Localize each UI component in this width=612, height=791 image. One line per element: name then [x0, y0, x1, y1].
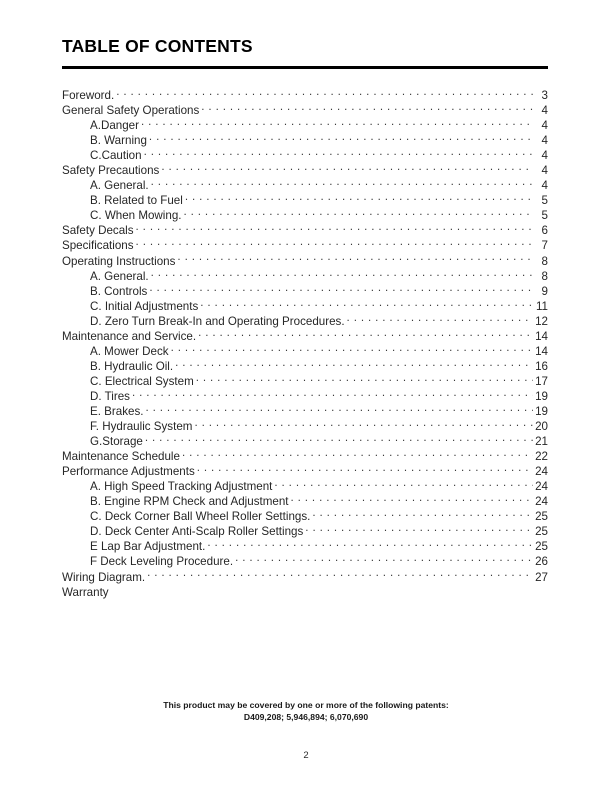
toc-entry-page-number: 26 — [535, 555, 548, 569]
toc-entry-page-number: 11 — [535, 299, 548, 313]
toc-dot-leader — [198, 329, 533, 340]
toc-entry-page-number: 4 — [541, 164, 548, 178]
toc-dot-leader — [235, 554, 533, 565]
toc-entry-page-number: 6 — [541, 224, 548, 238]
toc-entry-label: Operating Instructions — [62, 254, 176, 268]
toc-entry-page-number: 24 — [535, 495, 548, 509]
toc-entry-page-number: 4 — [541, 134, 548, 148]
toc-entry-label: D. Deck Center Anti-Scalp Roller Settings — [90, 525, 304, 539]
title-divider — [62, 66, 548, 69]
toc-dot-leader — [197, 464, 533, 475]
toc-dot-leader — [141, 118, 533, 129]
toc-entry-page-number: 5 — [541, 209, 548, 223]
toc-entry[interactable] — [62, 223, 548, 238]
toc-dot-leader — [177, 254, 533, 265]
toc-entry[interactable] — [62, 254, 548, 269]
toc-entry-label: G.Storage — [90, 435, 143, 449]
toc-entry-label: C. Deck Corner Ball Wheel Roller Settings. — [90, 510, 311, 524]
toc-dot-leader — [196, 374, 533, 385]
toc-dot-leader — [147, 570, 533, 581]
toc-entry[interactable] — [62, 539, 548, 554]
toc-entry-page-number: 25 — [535, 510, 548, 524]
toc-entry-page-number: 20 — [535, 420, 548, 434]
toc-entry[interactable] — [62, 88, 548, 103]
toc-entry[interactable] — [62, 524, 548, 539]
toc-dot-leader — [274, 479, 533, 490]
toc-dot-leader — [182, 449, 533, 460]
toc-entry[interactable] — [62, 464, 548, 479]
toc-entry[interactable] — [62, 284, 548, 299]
toc-entry-page-number: 14 — [535, 329, 548, 343]
toc-dot-leader — [175, 359, 533, 370]
toc-entry-label: E. Brakes. — [90, 404, 144, 418]
toc-dot-leader — [151, 178, 533, 189]
toc-dot-leader — [149, 133, 533, 144]
toc-entry[interactable] — [62, 269, 548, 284]
page-number: 2 — [303, 750, 309, 761]
toc-entry-page-number: 12 — [535, 314, 548, 328]
toc-entry-page-number: 7 — [541, 239, 548, 253]
toc-entry[interactable] — [62, 449, 548, 464]
toc-entry-label: C.Caution — [90, 149, 142, 163]
toc-entry[interactable] — [62, 479, 548, 494]
toc-dot-leader — [145, 434, 533, 445]
toc-entry-label: D. Zero Turn Break-In and Operating Procedures. — [90, 314, 345, 328]
toc-dot-leader — [207, 539, 533, 550]
toc-dot-leader — [347, 314, 533, 325]
toc-dot-leader — [136, 238, 533, 249]
toc-entry[interactable] — [62, 118, 548, 133]
toc-entry[interactable] — [62, 434, 548, 449]
toc-entry-page-number: 4 — [541, 179, 548, 193]
toc-entry-page-number: 4 — [541, 149, 548, 163]
toc-dot-leader — [161, 163, 533, 174]
toc-entry-page-number: 24 — [535, 465, 548, 479]
toc-entry-label: General Safety Operations — [62, 104, 200, 118]
toc-entry-label: A. Mower Deck — [90, 344, 169, 358]
toc-dot-leader — [312, 509, 533, 520]
toc-entry-label: Performance Adjustments — [62, 465, 195, 479]
toc-entry[interactable] — [62, 554, 548, 569]
toc-entry-label: C. Electrical System — [90, 374, 194, 388]
toc-entry-label: Wiring Diagram. — [62, 570, 146, 584]
toc-entry-label: F. Hydraulic System — [90, 420, 193, 434]
toc-dot-leader — [305, 524, 533, 535]
patent-notice-line-1: This product may be covered by one or more of the following patents: — [163, 700, 449, 710]
toc-dot-leader — [145, 404, 533, 415]
toc-entry-page-number: 3 — [541, 89, 548, 102]
toc-entry[interactable] — [62, 163, 548, 178]
toc-entry[interactable] — [62, 389, 548, 404]
toc-entry-page-number: 27 — [535, 570, 548, 584]
toc-dot-leader — [194, 419, 533, 430]
toc-entry-page-number: 4 — [541, 119, 548, 133]
toc-dot-leader — [184, 208, 534, 219]
toc-entry[interactable] — [62, 329, 548, 344]
toc-entry-label: F Deck Leveling Procedure. — [90, 555, 234, 569]
toc-entry-page-number: 9 — [541, 284, 548, 298]
toc-entry-page-number: 16 — [535, 359, 548, 373]
toc-dot-leader — [116, 88, 533, 99]
toc-entry-page-number: 8 — [541, 269, 548, 283]
page-title: TABLE OF CONTENTS — [62, 36, 253, 56]
toc-dot-leader — [291, 494, 534, 505]
toc-entry-label: Maintenance Schedule — [62, 450, 180, 464]
toc-entry-page-number: 8 — [541, 254, 548, 268]
toc-entry-label: A. High Speed Tracking Adjustment — [90, 480, 273, 494]
toc-entry[interactable] — [62, 208, 548, 223]
toc-entry[interactable] — [62, 585, 548, 600]
toc-entry-page-number: 4 — [541, 104, 548, 118]
toc-entry[interactable] — [62, 193, 548, 208]
toc-entry-page-number: 24 — [535, 480, 548, 494]
toc-entry[interactable] — [62, 494, 548, 509]
toc-entry-label: B. Related to Fuel — [90, 194, 183, 208]
toc-entry[interactable] — [62, 570, 548, 585]
toc-entry-label: A.Danger — [90, 119, 139, 133]
toc-entry[interactable] — [62, 404, 548, 419]
toc-entry-label: A. General. — [90, 269, 149, 283]
toc-entry-label: B. Engine RPM Check and Adjustment — [90, 495, 289, 509]
toc-dot-leader — [151, 269, 533, 280]
toc-entry[interactable] — [62, 148, 548, 163]
toc-entry-page-number: 25 — [535, 525, 548, 539]
toc-entry-page-number: 19 — [535, 389, 548, 403]
toc-entry-page-number: 25 — [535, 540, 548, 554]
toc-dot-leader — [201, 103, 533, 114]
toc-entry-label: B. Hydraulic Oil. — [90, 359, 174, 373]
toc-entry-label: Safety Decals — [62, 224, 134, 238]
toc-entry[interactable] — [62, 419, 548, 434]
patent-notice-line-2: D409,208; 5,946,894; 6,070,690 — [243, 711, 369, 722]
toc-entry-label: Foreword. — [62, 89, 115, 102]
toc-dot-leader — [171, 344, 533, 355]
toc-entry[interactable] — [62, 359, 548, 374]
toc-entry[interactable] — [62, 103, 548, 118]
toc-entry[interactable] — [62, 299, 548, 314]
toc-entry-page-number: 14 — [535, 344, 548, 358]
toc-dot-leader — [149, 284, 533, 295]
toc-entry-label: C. Initial Adjustments — [90, 299, 199, 313]
toc-dot-leader — [132, 389, 533, 400]
toc-entry-page-number: 17 — [535, 374, 548, 388]
toc-entry-page-number: 22 — [535, 450, 548, 464]
toc-dot-leader — [200, 299, 533, 310]
toc-dot-leader — [185, 193, 533, 204]
toc-entry-page-number: 21 — [535, 435, 548, 449]
toc-entry-label: C. When Mowing. — [90, 209, 182, 223]
toc-entry-label: Maintenance and Service. — [62, 329, 197, 343]
toc-entry[interactable] — [62, 238, 548, 253]
patent-notice — [0, 700, 612, 723]
toc-entry-label: B. Controls — [90, 284, 148, 298]
toc-dot-leader — [136, 223, 533, 234]
toc-entry-page-number: 19 — [535, 404, 548, 418]
toc-entry-label: Specifications — [62, 239, 134, 253]
toc-entry[interactable] — [62, 344, 548, 359]
toc-entry-label: B. Warning — [90, 134, 147, 148]
toc-entry-label: Safety Precautions — [62, 164, 160, 178]
toc-entry[interactable] — [62, 178, 548, 193]
table-of-contents-list — [62, 88, 548, 600]
toc-entry[interactable] — [62, 374, 548, 389]
toc-dot-leader — [144, 148, 533, 159]
toc-entry-label: Warranty — [62, 585, 109, 599]
toc-entry-label: D. Tires — [90, 389, 130, 403]
toc-entry-page-number: 5 — [541, 194, 548, 208]
toc-entry[interactable] — [62, 133, 548, 148]
toc-entry-label: E Lap Bar Adjustment. — [90, 540, 206, 554]
toc-entry-label: A. General. — [90, 179, 149, 193]
toc-entry[interactable] — [62, 314, 548, 329]
toc-entry[interactable] — [62, 509, 548, 524]
